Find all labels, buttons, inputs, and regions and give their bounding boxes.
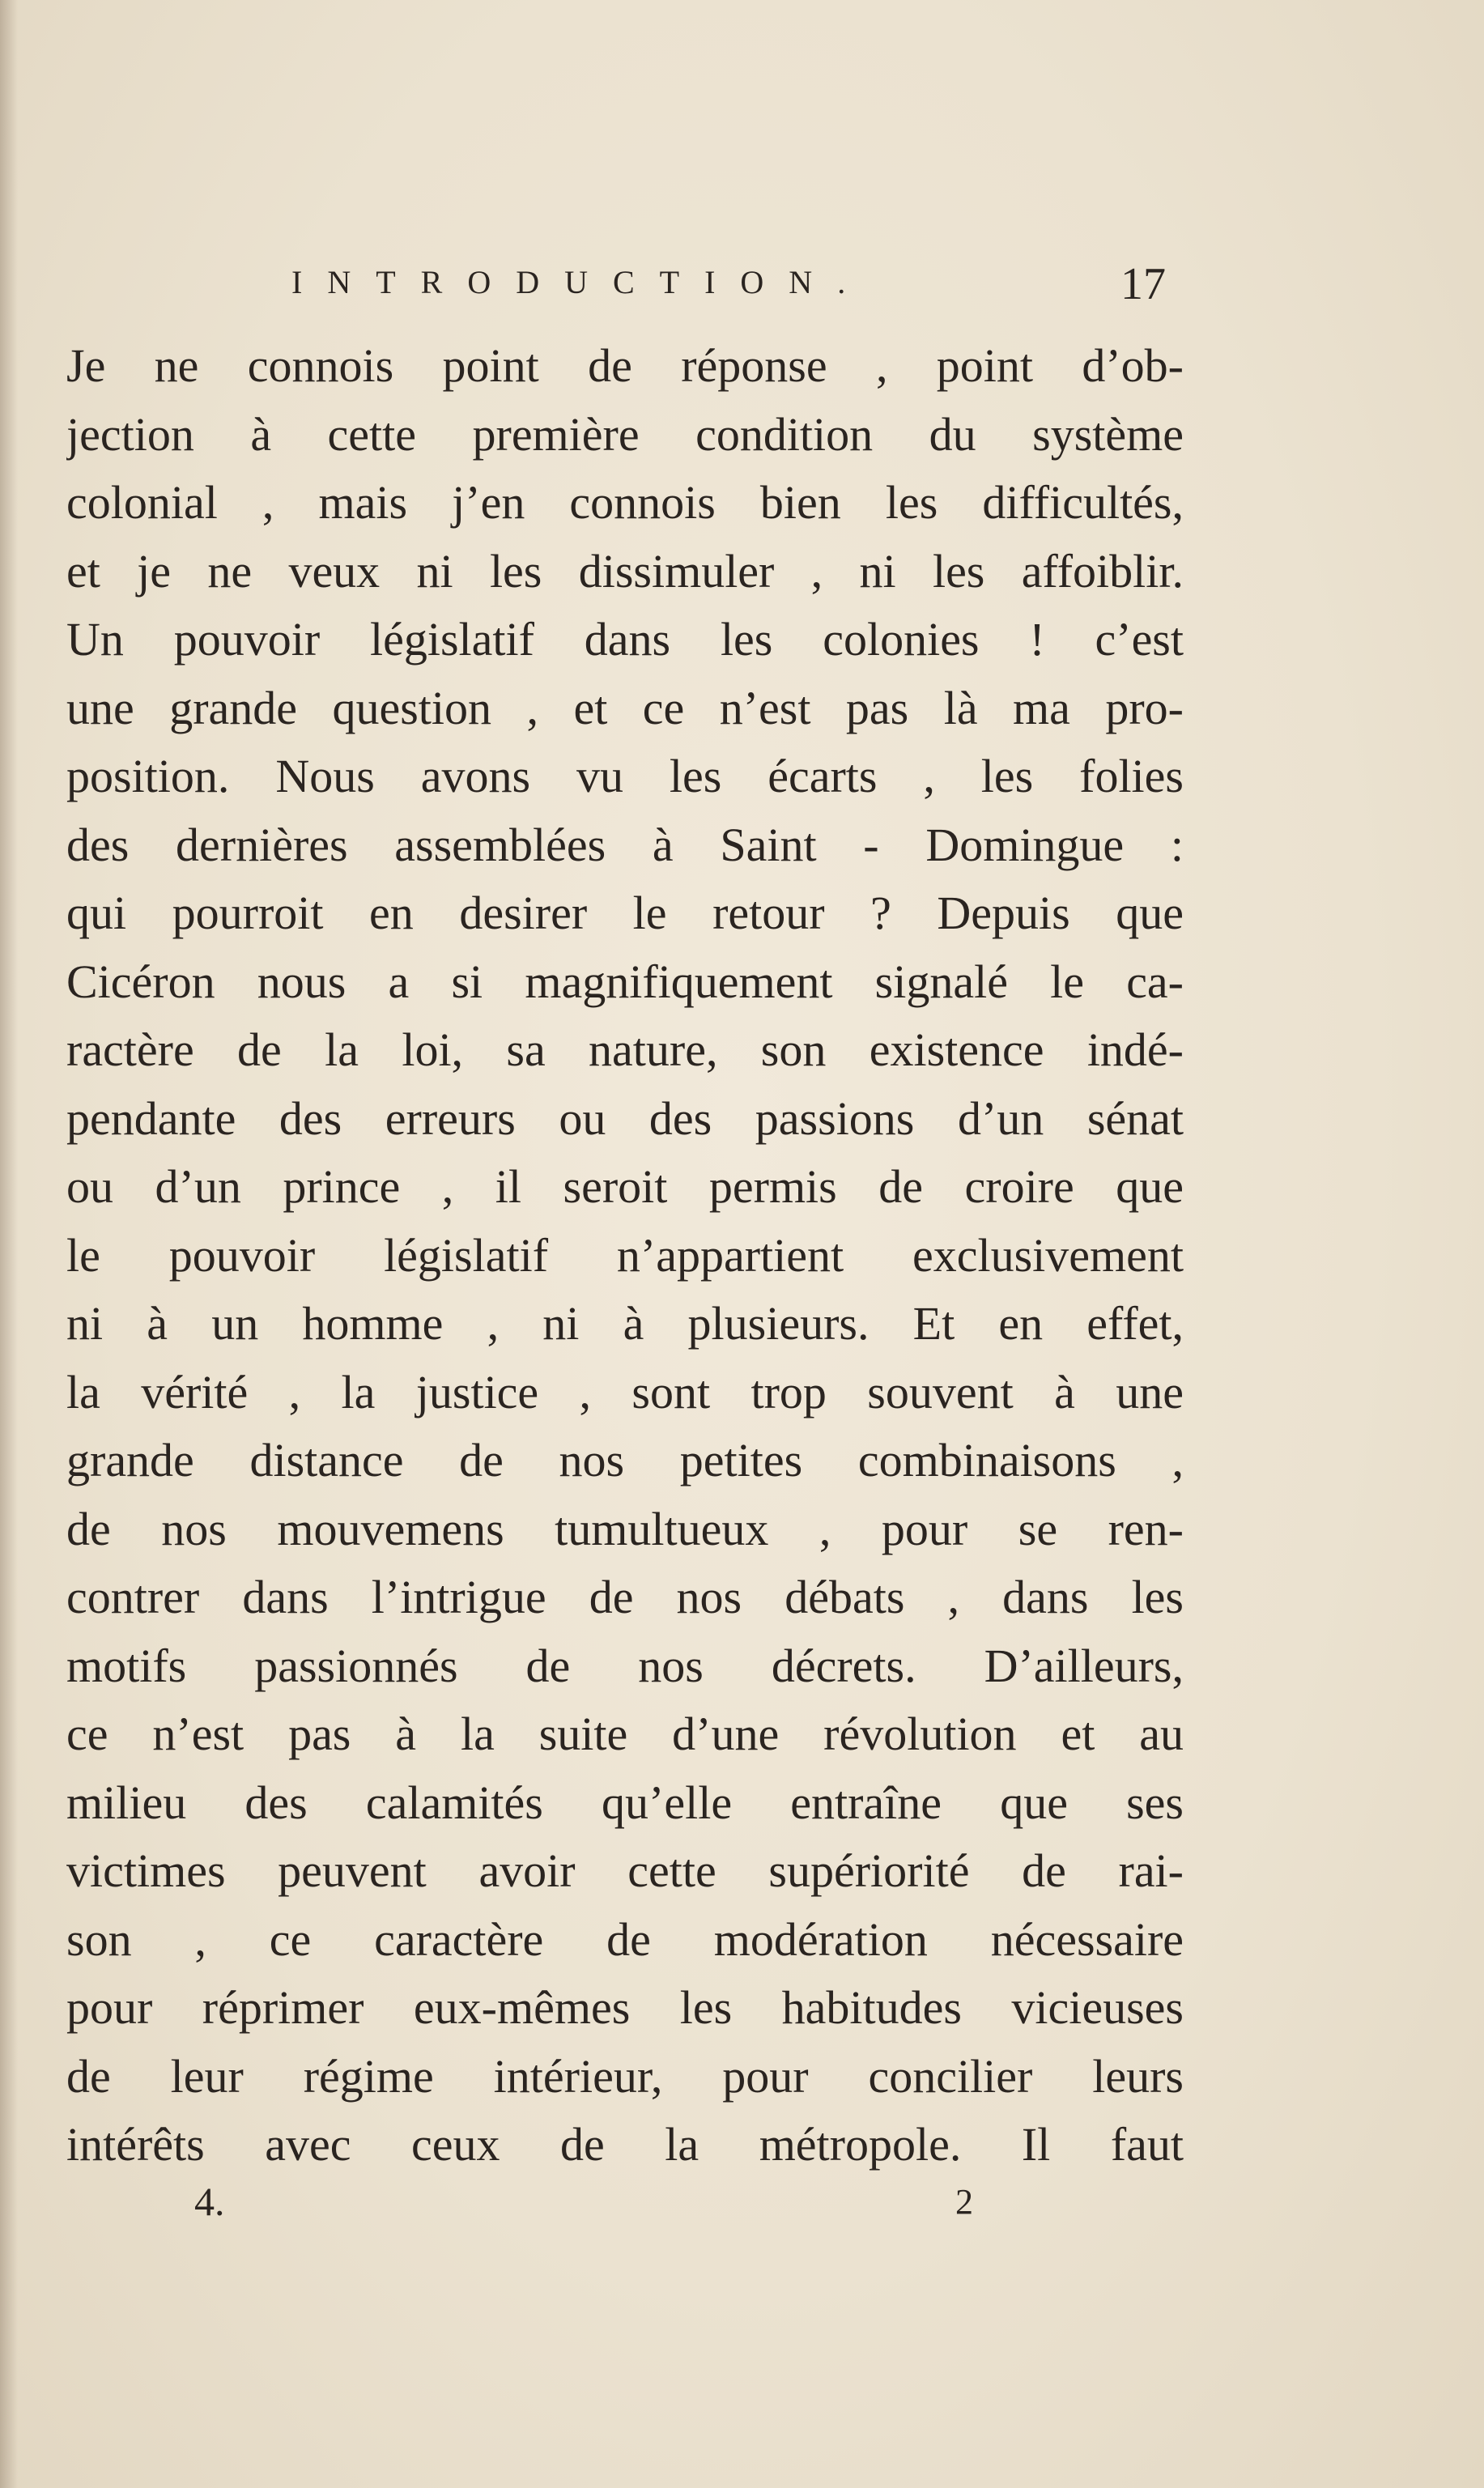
text-line: victimes peuvent avoir cette supériorité de rai- — [66, 1844, 1184, 1897]
text-line: pour réprimer eux-mêmes les habitudes vicieuses — [66, 1981, 1184, 2034]
text-line: de leur régime intérieur, pour concilier leurs — [66, 2049, 1184, 2103]
text-line: la vérité , la justice , sont trop souvent à une — [66, 1365, 1184, 1418]
text-line: intérêts avec ceux de la métropole. Il faut — [66, 2118, 1184, 2171]
text-line: ni à un homme , ni à plusieurs. Et en effet, — [66, 1297, 1184, 1350]
page-footer — [194, 2178, 1004, 2235]
text-line: Un pouvoir législatif dans les colonies ! c’est — [66, 613, 1184, 666]
text-line: des dernières assemblées à Saint - Domingue : — [66, 818, 1184, 871]
text-line: milieu des calamités qu’elle entraîne que ses — [66, 1776, 1184, 1829]
running-head: INTRODUCTION. — [291, 264, 871, 300]
page-header — [291, 259, 1166, 312]
text-line: grande distance de nos petites combinaisons , — [66, 1434, 1184, 1486]
text-line: jection à cette première condition du système — [66, 407, 1184, 461]
signature-mark: 4. — [194, 2179, 225, 2224]
text-line: Je ne connois point de réponse , point d’ob- — [66, 339, 1184, 392]
text-line: qui pourroit en desirer le retour ? Depuis que — [66, 887, 1184, 939]
text-line: motifs passionnés de nos décrets. D’ailleurs, — [66, 1639, 1184, 1692]
text-line: Cicéron nous a si magnifiquement signalé le ca- — [66, 955, 1184, 1008]
page-gutter-shadow — [0, 0, 18, 2488]
text-line: son , ce caractère de modération nécessaire — [66, 1912, 1184, 1966]
text-line: colonial , mais j’en connois bien les difficultés, — [66, 476, 1184, 529]
text-line: ce n’est pas à la suite d’une révolution et au — [66, 1708, 1184, 1760]
text-line: position. Nous avons vu les écarts , les folies — [66, 750, 1184, 802]
text-line: ou d’un prince , il seroit permis de croire que — [66, 1160, 1184, 1213]
body-text — [66, 332, 1184, 2180]
sheet-number: 2 — [955, 2182, 973, 2222]
page-number: 17 — [1120, 259, 1166, 309]
text-line: pendante des erreurs ou des passions d’un sénat — [66, 1091, 1184, 1145]
text-line: une grande question , et ce n’est pas là ma pro- — [66, 681, 1184, 734]
text-line: et je ne veux ni les dissimuler , ni les affoiblir. — [66, 544, 1184, 598]
text-line: ractère de la loi, sa nature, son existence indé- — [66, 1023, 1184, 1076]
text-line: de nos mouvemens tumultueux , pour se ren- — [66, 1502, 1184, 1555]
text-line: le pouvoir législatif n’appartient exclusivement — [66, 1228, 1184, 1282]
text-line: contrer dans l’intrigue de nos débats , dans les — [66, 1571, 1184, 1623]
